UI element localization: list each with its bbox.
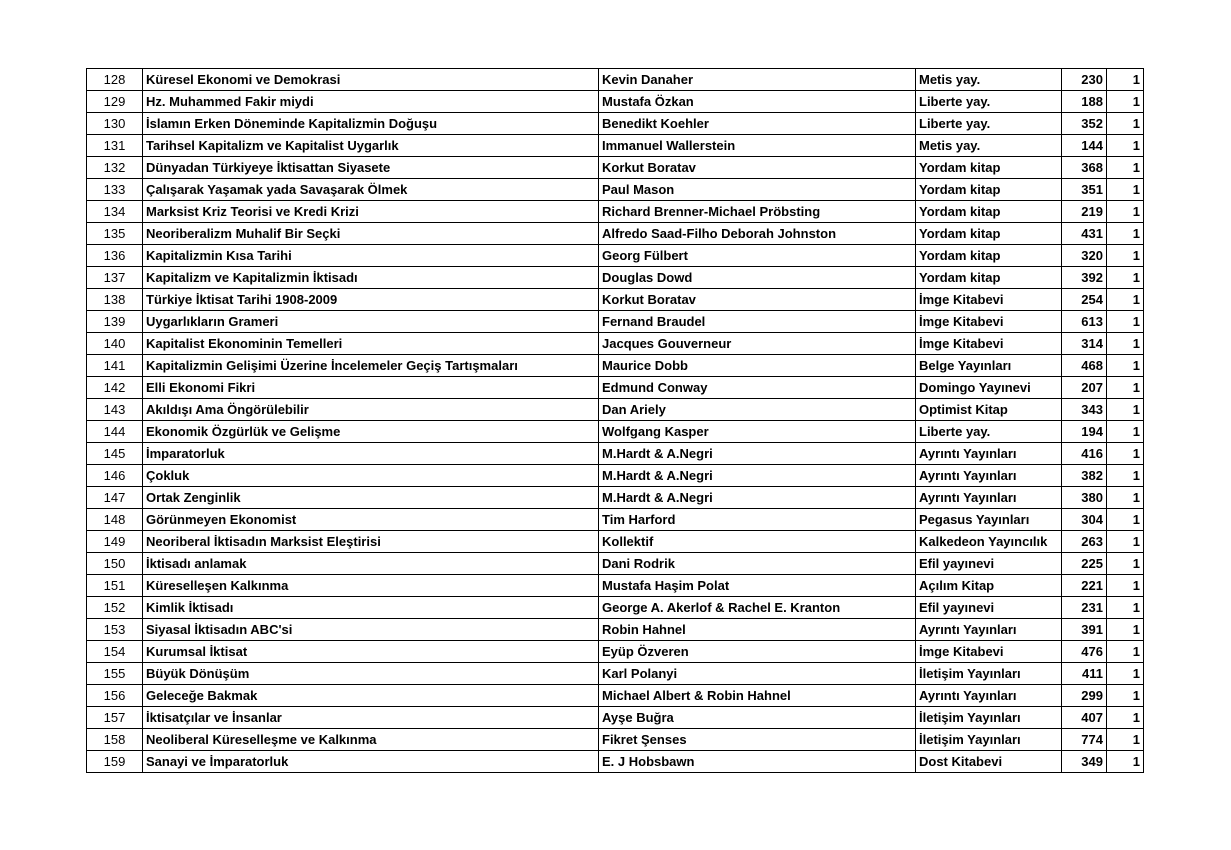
- row-number-cell: 141: [87, 355, 143, 377]
- row-number-cell: 130: [87, 113, 143, 135]
- page-count-cell: 411: [1062, 663, 1107, 685]
- quantity-cell: 1: [1107, 355, 1144, 377]
- table-row: [87, 245, 1144, 267]
- book-title-cell: İmparatorluk: [143, 443, 599, 465]
- table-row: [87, 399, 1144, 421]
- quantity-cell: 1: [1107, 443, 1144, 465]
- quantity-cell: 1: [1107, 641, 1144, 663]
- book-title-cell: Kapitalizmin Gelişimi Üzerine İncelemeler Geçiş Tartışmaları: [143, 355, 599, 377]
- publisher-cell: Ayrıntı Yayınları: [916, 487, 1062, 509]
- row-number-cell: 136: [87, 245, 143, 267]
- quantity-cell: 1: [1107, 289, 1144, 311]
- quantity-cell: 1: [1107, 619, 1144, 641]
- row-number-cell: 145: [87, 443, 143, 465]
- row-number-cell: 146: [87, 465, 143, 487]
- row-number-cell: 134: [87, 201, 143, 223]
- page-count-cell: 231: [1062, 597, 1107, 619]
- author-cell: Kevin Danaher: [599, 69, 916, 91]
- book-title-cell: İktisadı anlamak: [143, 553, 599, 575]
- author-cell: George A. Akerlof & Rachel E. Kranton: [599, 597, 916, 619]
- page-count-cell: 219: [1062, 201, 1107, 223]
- quantity-cell: 1: [1107, 531, 1144, 553]
- page-count-cell: 320: [1062, 245, 1107, 267]
- row-number-cell: 129: [87, 91, 143, 113]
- quantity-cell: 1: [1107, 421, 1144, 443]
- quantity-cell: 1: [1107, 377, 1144, 399]
- quantity-cell: 1: [1107, 465, 1144, 487]
- book-list-table: [86, 68, 1144, 773]
- publisher-cell: İmge Kitabevi: [916, 289, 1062, 311]
- table-row: [87, 641, 1144, 663]
- row-number-cell: 152: [87, 597, 143, 619]
- row-number-cell: 144: [87, 421, 143, 443]
- quantity-cell: 1: [1107, 553, 1144, 575]
- row-number-cell: 148: [87, 509, 143, 531]
- table-row: [87, 597, 1144, 619]
- book-title-cell: Kapitalizmin Kısa Tarihi: [143, 245, 599, 267]
- author-cell: Kollektif: [599, 531, 916, 553]
- page-count-cell: 431: [1062, 223, 1107, 245]
- row-number-cell: 151: [87, 575, 143, 597]
- author-cell: Edmund Conway: [599, 377, 916, 399]
- table-row: [87, 553, 1144, 575]
- page-count-cell: 314: [1062, 333, 1107, 355]
- publisher-cell: Metis yay.: [916, 135, 1062, 157]
- table-row: [87, 355, 1144, 377]
- publisher-cell: Liberte yay.: [916, 113, 1062, 135]
- row-number-cell: 135: [87, 223, 143, 245]
- quantity-cell: 1: [1107, 487, 1144, 509]
- author-cell: M.Hardt & A.Negri: [599, 465, 916, 487]
- author-cell: Karl Polanyi: [599, 663, 916, 685]
- author-cell: Korkut Boratav: [599, 157, 916, 179]
- quantity-cell: 1: [1107, 69, 1144, 91]
- publisher-cell: İmge Kitabevi: [916, 311, 1062, 333]
- publisher-cell: Yordam kitap: [916, 245, 1062, 267]
- table-row: [87, 377, 1144, 399]
- author-cell: Jacques Gouverneur: [599, 333, 916, 355]
- quantity-cell: 1: [1107, 751, 1144, 773]
- book-title-cell: Ekonomik Özgürlük ve Gelişme: [143, 421, 599, 443]
- publisher-cell: İletişim Yayınları: [916, 707, 1062, 729]
- author-cell: Dani Rodrik: [599, 553, 916, 575]
- page-count-cell: 144: [1062, 135, 1107, 157]
- page-count-cell: 263: [1062, 531, 1107, 553]
- book-title-cell: Hz. Muhammed Fakir miydi: [143, 91, 599, 113]
- page-count-cell: 225: [1062, 553, 1107, 575]
- author-cell: Benedikt Koehler: [599, 113, 916, 135]
- author-cell: Immanuel Wallerstein: [599, 135, 916, 157]
- table-row: [87, 289, 1144, 311]
- page-count-cell: 416: [1062, 443, 1107, 465]
- author-cell: Wolfgang Kasper: [599, 421, 916, 443]
- book-title-cell: Büyük Dönüşüm: [143, 663, 599, 685]
- book-title-cell: Siyasal İktisadın ABC'si: [143, 619, 599, 641]
- book-title-cell: Tarihsel Kapitalizm ve Kapitalist Uygarlık: [143, 135, 599, 157]
- book-title-cell: İktisatçılar ve İnsanlar: [143, 707, 599, 729]
- page-count-cell: 230: [1062, 69, 1107, 91]
- row-number-cell: 137: [87, 267, 143, 289]
- author-cell: Fikret Şenses: [599, 729, 916, 751]
- author-cell: Fernand Braudel: [599, 311, 916, 333]
- book-title-cell: Dünyadan Türkiyeye İktisattan Siyasete: [143, 157, 599, 179]
- table-row: [87, 531, 1144, 553]
- book-title-cell: Geleceğe Bakmak: [143, 685, 599, 707]
- page-count-cell: 468: [1062, 355, 1107, 377]
- book-title-cell: Kimlik İktisadı: [143, 597, 599, 619]
- publisher-cell: Metis yay.: [916, 69, 1062, 91]
- author-cell: Dan Ariely: [599, 399, 916, 421]
- book-title-cell: Akıldışı Ama Öngörülebilir: [143, 399, 599, 421]
- publisher-cell: Ayrıntı Yayınları: [916, 685, 1062, 707]
- table-row: [87, 663, 1144, 685]
- publisher-cell: Pegasus Yayınları: [916, 509, 1062, 531]
- book-title-cell: Ortak Zenginlik: [143, 487, 599, 509]
- table-row: [87, 465, 1144, 487]
- table-row: [87, 201, 1144, 223]
- row-number-cell: 131: [87, 135, 143, 157]
- author-cell: M.Hardt & A.Negri: [599, 487, 916, 509]
- page-count-cell: 368: [1062, 157, 1107, 179]
- author-cell: Korkut Boratav: [599, 289, 916, 311]
- quantity-cell: 1: [1107, 245, 1144, 267]
- book-title-cell: Neoliberal Küreselleşme ve Kalkınma: [143, 729, 599, 751]
- quantity-cell: 1: [1107, 685, 1144, 707]
- table-row: [87, 509, 1144, 531]
- quantity-cell: 1: [1107, 707, 1144, 729]
- table-row: [87, 135, 1144, 157]
- publisher-cell: Belge Yayınları: [916, 355, 1062, 377]
- row-number-cell: 158: [87, 729, 143, 751]
- book-title-cell: Kurumsal İktisat: [143, 641, 599, 663]
- author-cell: Eyüp Özveren: [599, 641, 916, 663]
- table-row: [87, 575, 1144, 597]
- row-number-cell: 138: [87, 289, 143, 311]
- publisher-cell: İmge Kitabevi: [916, 333, 1062, 355]
- page-count-cell: 221: [1062, 575, 1107, 597]
- author-cell: M.Hardt & A.Negri: [599, 443, 916, 465]
- book-title-cell: Uygarlıkların Grameri: [143, 311, 599, 333]
- table-row: [87, 267, 1144, 289]
- page-count-cell: 299: [1062, 685, 1107, 707]
- publisher-cell: Optimist Kitap: [916, 399, 1062, 421]
- table-row: [87, 443, 1144, 465]
- table-row: [87, 707, 1144, 729]
- author-cell: Georg Fülbert: [599, 245, 916, 267]
- row-number-cell: 142: [87, 377, 143, 399]
- table-row: [87, 751, 1144, 773]
- table-row: [87, 487, 1144, 509]
- book-list-body: [87, 69, 1144, 773]
- quantity-cell: 1: [1107, 663, 1144, 685]
- quantity-cell: 1: [1107, 267, 1144, 289]
- author-cell: Mustafa Haşim Polat: [599, 575, 916, 597]
- author-cell: Tim Harford: [599, 509, 916, 531]
- publisher-cell: İletişim Yayınları: [916, 663, 1062, 685]
- author-cell: Richard Brenner-Michael Pröbsting: [599, 201, 916, 223]
- row-number-cell: 159: [87, 751, 143, 773]
- table-row: [87, 91, 1144, 113]
- publisher-cell: Domingo Yayınevi: [916, 377, 1062, 399]
- table-row: [87, 157, 1144, 179]
- row-number-cell: 147: [87, 487, 143, 509]
- page-count-cell: 613: [1062, 311, 1107, 333]
- row-number-cell: 150: [87, 553, 143, 575]
- page-count-cell: 392: [1062, 267, 1107, 289]
- page-count-cell: 391: [1062, 619, 1107, 641]
- publisher-cell: Yordam kitap: [916, 223, 1062, 245]
- publisher-cell: Yordam kitap: [916, 179, 1062, 201]
- author-cell: Robin Hahnel: [599, 619, 916, 641]
- table-row: [87, 685, 1144, 707]
- quantity-cell: 1: [1107, 509, 1144, 531]
- row-number-cell: 156: [87, 685, 143, 707]
- page-count-cell: 352: [1062, 113, 1107, 135]
- row-number-cell: 139: [87, 311, 143, 333]
- publisher-cell: Ayrıntı Yayınları: [916, 465, 1062, 487]
- quantity-cell: 1: [1107, 223, 1144, 245]
- page-count-cell: 254: [1062, 289, 1107, 311]
- row-number-cell: 153: [87, 619, 143, 641]
- author-cell: Alfredo Saad-Filho Deborah Johnston: [599, 223, 916, 245]
- table-row: [87, 421, 1144, 443]
- publisher-cell: İmge Kitabevi: [916, 641, 1062, 663]
- author-cell: Michael Albert & Robin Hahnel: [599, 685, 916, 707]
- table-row: [87, 179, 1144, 201]
- author-cell: Paul Mason: [599, 179, 916, 201]
- row-number-cell: 132: [87, 157, 143, 179]
- book-title-cell: Neoriberal İktisadın Marksist Eleştirisi: [143, 531, 599, 553]
- publisher-cell: Açılım Kitap: [916, 575, 1062, 597]
- author-cell: Maurice Dobb: [599, 355, 916, 377]
- quantity-cell: 1: [1107, 575, 1144, 597]
- page-count-cell: 349: [1062, 751, 1107, 773]
- author-cell: Douglas Dowd: [599, 267, 916, 289]
- page-count-cell: 304: [1062, 509, 1107, 531]
- author-cell: E. J Hobsbawn: [599, 751, 916, 773]
- publisher-cell: Yordam kitap: [916, 267, 1062, 289]
- publisher-cell: Kalkedeon Yayıncılık: [916, 531, 1062, 553]
- publisher-cell: İletişim Yayınları: [916, 729, 1062, 751]
- page-count-cell: 351: [1062, 179, 1107, 201]
- table-row: [87, 729, 1144, 751]
- page-count-cell: 188: [1062, 91, 1107, 113]
- page-count-cell: 343: [1062, 399, 1107, 421]
- quantity-cell: 1: [1107, 135, 1144, 157]
- publisher-cell: Yordam kitap: [916, 201, 1062, 223]
- page-count-cell: 774: [1062, 729, 1107, 751]
- book-title-cell: İslamın Erken Döneminde Kapitalizmin Doğuşu: [143, 113, 599, 135]
- quantity-cell: 1: [1107, 91, 1144, 113]
- quantity-cell: 1: [1107, 399, 1144, 421]
- row-number-cell: 154: [87, 641, 143, 663]
- author-cell: Mustafa Özkan: [599, 91, 916, 113]
- quantity-cell: 1: [1107, 729, 1144, 751]
- row-number-cell: 149: [87, 531, 143, 553]
- row-number-cell: 128: [87, 69, 143, 91]
- page-count-cell: 194: [1062, 421, 1107, 443]
- page-count-cell: 380: [1062, 487, 1107, 509]
- author-cell: Ayşe Buğra: [599, 707, 916, 729]
- publisher-cell: Ayrıntı Yayınları: [916, 443, 1062, 465]
- table-row: [87, 333, 1144, 355]
- book-title-cell: Küresel Ekonomi ve Demokrasi: [143, 69, 599, 91]
- book-title-cell: Kapitalist Ekonominin Temelleri: [143, 333, 599, 355]
- publisher-cell: Efil yayınevi: [916, 553, 1062, 575]
- page-count-cell: 382: [1062, 465, 1107, 487]
- book-title-cell: Sanayi ve İmparatorluk: [143, 751, 599, 773]
- table-row: [87, 113, 1144, 135]
- publisher-cell: Dost Kitabevi: [916, 751, 1062, 773]
- book-title-cell: Türkiye İktisat Tarihi 1908-2009: [143, 289, 599, 311]
- row-number-cell: 143: [87, 399, 143, 421]
- publisher-cell: Liberte yay.: [916, 91, 1062, 113]
- book-title-cell: Çokluk: [143, 465, 599, 487]
- quantity-cell: 1: [1107, 157, 1144, 179]
- page-count-cell: 207: [1062, 377, 1107, 399]
- publisher-cell: Efil yayınevi: [916, 597, 1062, 619]
- book-title-cell: Çalışarak Yaşamak yada Savaşarak Ölmek: [143, 179, 599, 201]
- page-count-cell: 407: [1062, 707, 1107, 729]
- book-title-cell: Görünmeyen Ekonomist: [143, 509, 599, 531]
- table-row: [87, 69, 1144, 91]
- table-row: [87, 619, 1144, 641]
- quantity-cell: 1: [1107, 597, 1144, 619]
- quantity-cell: 1: [1107, 333, 1144, 355]
- row-number-cell: 133: [87, 179, 143, 201]
- book-title-cell: Kapitalizm ve Kapitalizmin İktisadı: [143, 267, 599, 289]
- book-title-cell: Elli Ekonomi Fikri: [143, 377, 599, 399]
- row-number-cell: 157: [87, 707, 143, 729]
- quantity-cell: 1: [1107, 201, 1144, 223]
- table-row: [87, 223, 1144, 245]
- row-number-cell: 155: [87, 663, 143, 685]
- book-title-cell: Küreselleşen Kalkınma: [143, 575, 599, 597]
- publisher-cell: Yordam kitap: [916, 157, 1062, 179]
- quantity-cell: 1: [1107, 311, 1144, 333]
- publisher-cell: Ayrıntı Yayınları: [916, 619, 1062, 641]
- page-count-cell: 476: [1062, 641, 1107, 663]
- quantity-cell: 1: [1107, 179, 1144, 201]
- table-row: [87, 311, 1144, 333]
- book-title-cell: Neoriberalizm Muhalif Bir Seçki: [143, 223, 599, 245]
- row-number-cell: 140: [87, 333, 143, 355]
- book-title-cell: Marksist Kriz Teorisi ve Kredi Krizi: [143, 201, 599, 223]
- publisher-cell: Liberte yay.: [916, 421, 1062, 443]
- quantity-cell: 1: [1107, 113, 1144, 135]
